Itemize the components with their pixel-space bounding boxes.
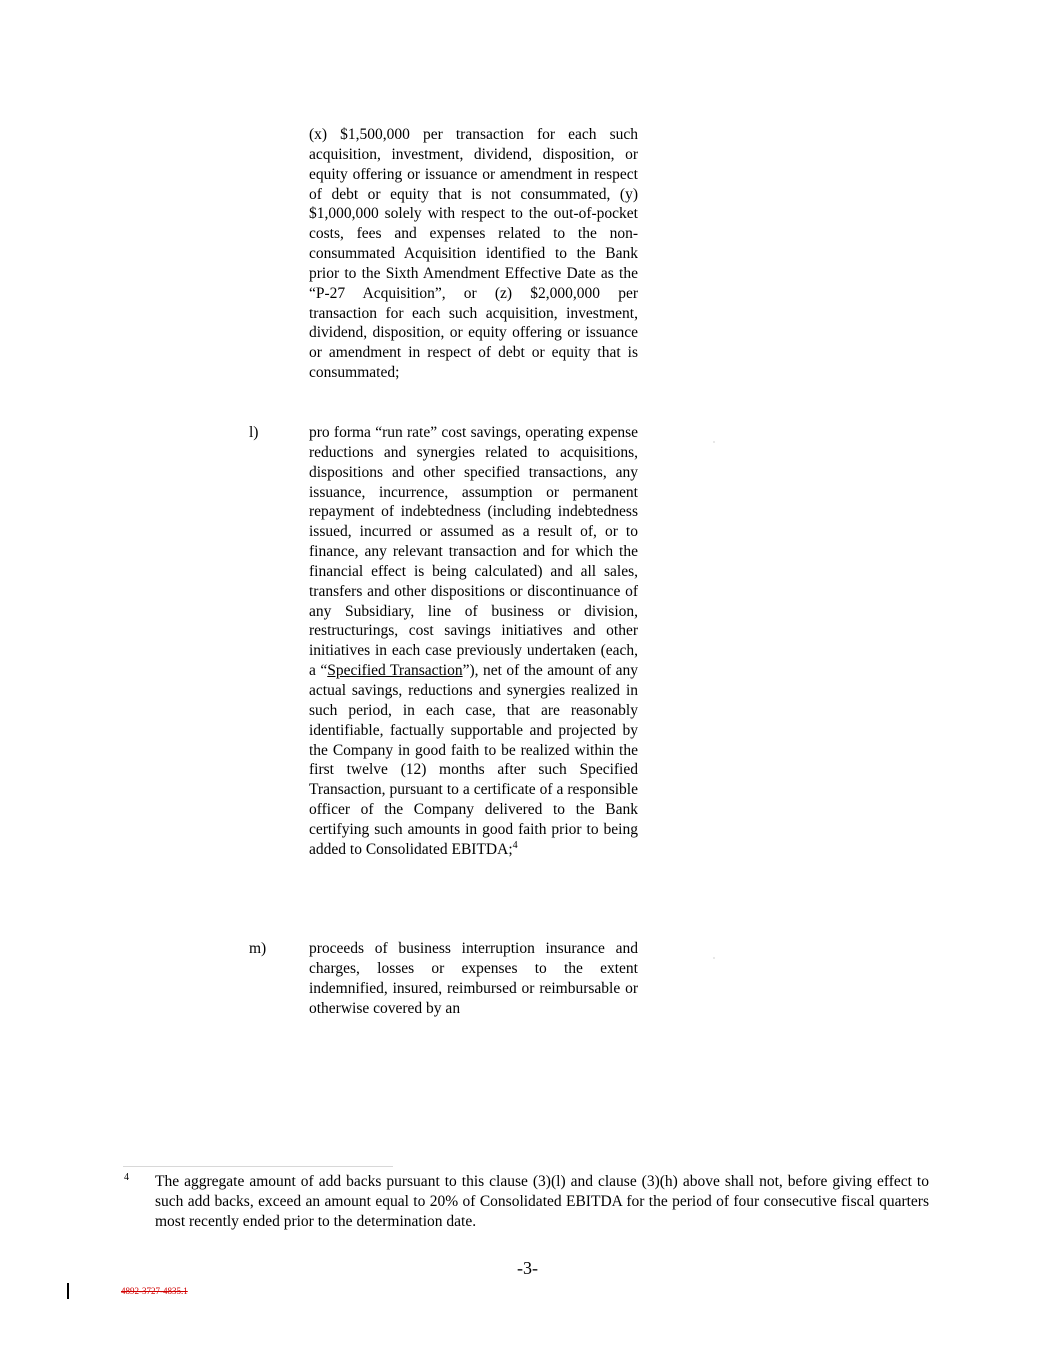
footnote-number: 4 xyxy=(124,1172,129,1183)
margin-mark xyxy=(713,957,715,959)
change-bar xyxy=(67,1283,69,1299)
item-l-text-before: pro forma “run rate” cost savings, operating expense reductions and synergies related to acquisitions, dispositions and other specified transactions, any issuance, incurrence, assumption or permanent repayment of indebtedness (including indebtedness issued, incurred or assumed as a result of, or to finance, any relevant transaction and for which the financial effect is being calculated) and all sales, transfers and other dispositions or discontinuance of any Subsidiary, line of business or division, restructurings, cost savings initiatives and other initiatives in each case previously undertaken (each, a “ xyxy=(309,424,638,680)
page-number: -3- xyxy=(517,1258,538,1278)
continuation-paragraph xyxy=(309,125,638,383)
footnote-reference[interactable]: 4 xyxy=(512,839,518,851)
item-l-text-after: ”), net of the amount of any actual savings, reductions and synergies realized in such period, in each case, that are reasonably identifiable, factually supportable and projected by the Company in good faith to be realized within the first twelve (12) months after such Specified Transaction, pursuant to a certificate of a responsible officer of the Company delivered to the Bank certifying such amounts in good faith prior to being added to Consolidated EBITDA; xyxy=(309,662,638,858)
item-l-label: l) xyxy=(249,424,259,441)
item-m-paragraph xyxy=(309,939,638,1018)
defined-term-specified-transaction: Specified Transaction xyxy=(327,662,463,680)
footnote-text: The aggregate amount of add backs pursuant to this clause (3)(l) and clause (3)(h) above shall not, before giving effect to such add backs, exceed an amount equal to 20% of Consolidated EBITDA for the period of four consecutive fiscal quarters most recently ended prior to the determination date. xyxy=(155,1173,929,1230)
margin-mark xyxy=(713,441,715,443)
document-id: 4892-3727-4835.1 xyxy=(121,1286,188,1296)
item-m-text: proceeds of business interruption insurance and charges, losses or expenses to the extent indemnified, insured, reimbursed or reimbursable or otherwise covered by an xyxy=(309,940,638,1017)
item-m-label: m) xyxy=(249,940,267,957)
footnote-separator xyxy=(123,1166,393,1167)
continuation-text: (x) $1,500,000 per transaction for each such acquisition, investment, dividend, disposition, or equity offering or issuance or amendment in respect of debt or equity that is not consummated, (y) $1,000,000 solely with respect to the out-of-pocket costs, fees and expenses related to the non-consummated Acquisition identified to the Bank prior to the Sixth Amendment Effective Date as the “P-27 Acquisition”, or (z) $2,000,000 per transaction for each such acquisition, investment, dividend, disposition, or equity offering or issuance or amendment in respect of debt or equity that is consummated; xyxy=(309,126,638,382)
item-l-paragraph xyxy=(309,423,638,860)
